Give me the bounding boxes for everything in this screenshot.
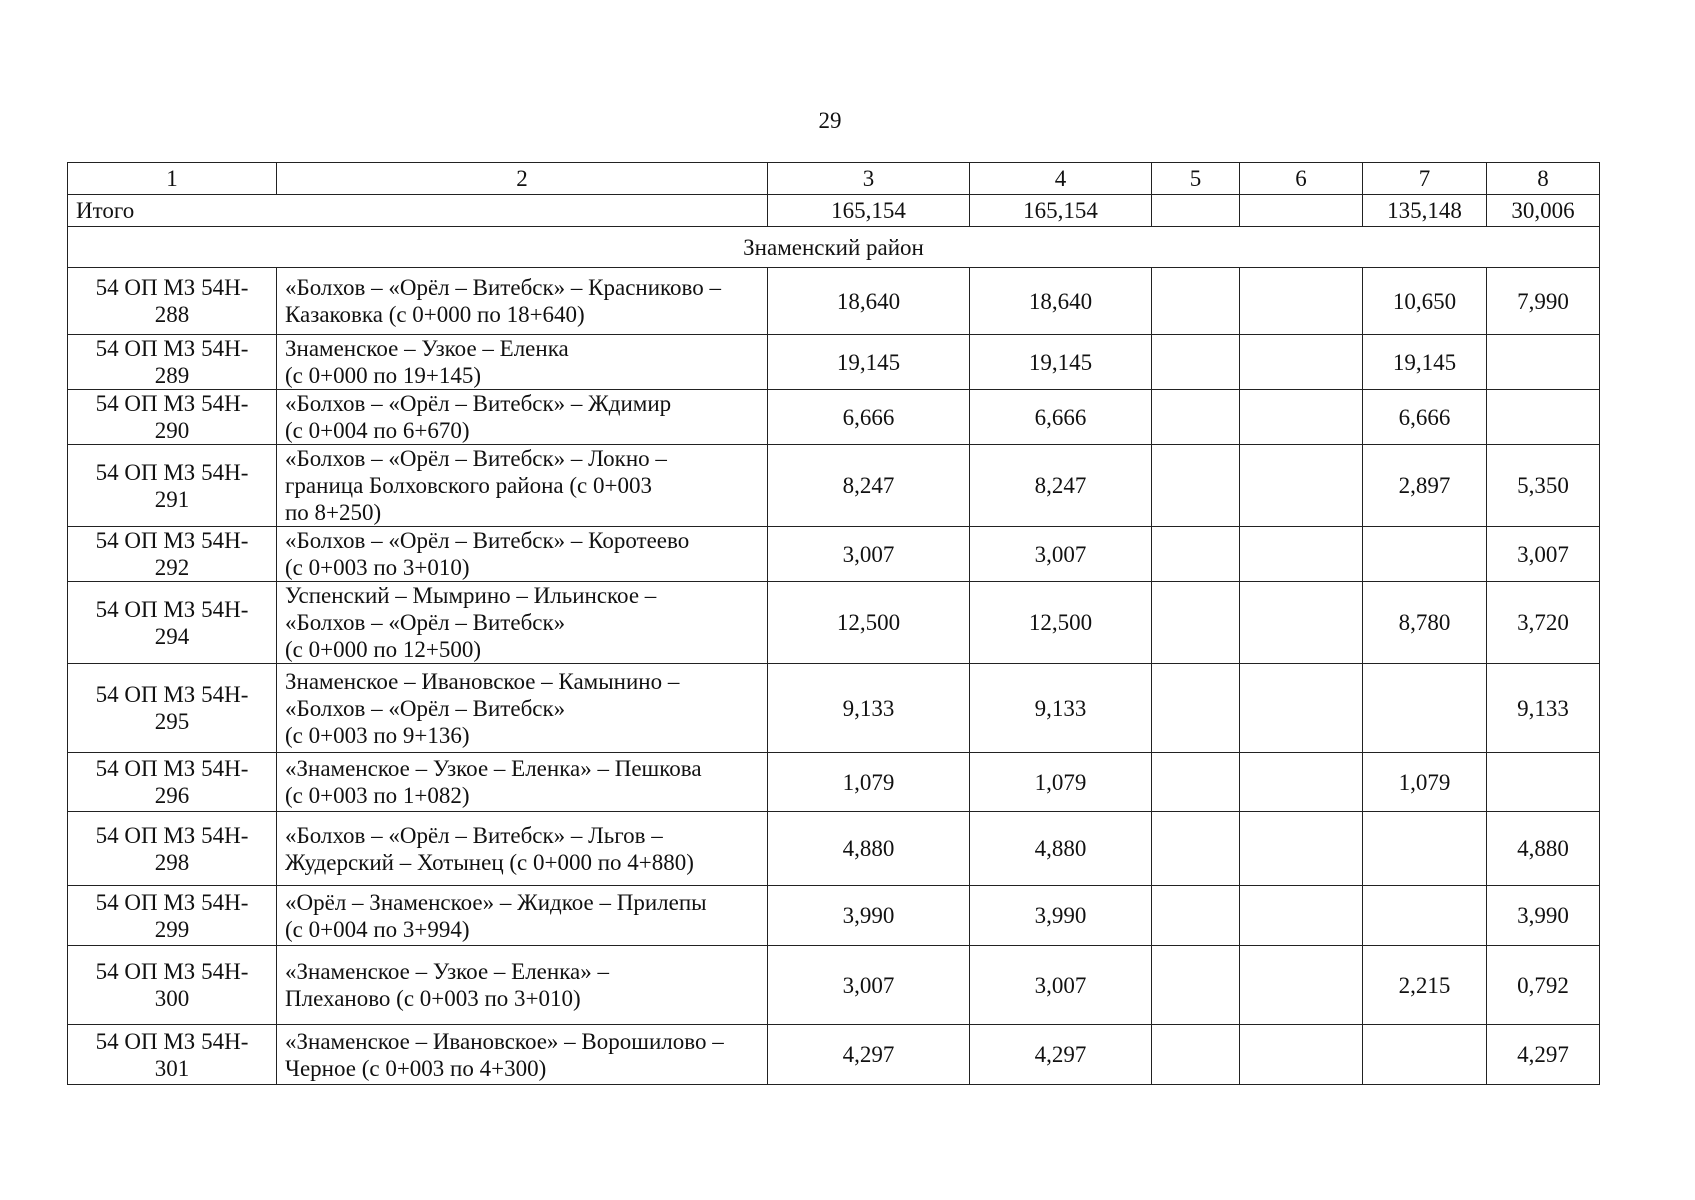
column-number-1: 1 <box>68 163 277 195</box>
value-col-6 <box>1240 268 1363 335</box>
value-col-4: 19,145 <box>970 335 1152 390</box>
table-row <box>68 445 1600 527</box>
total-col-7: 135,148 <box>1363 195 1487 227</box>
value-col-6 <box>1240 335 1363 390</box>
value-col-5 <box>1152 335 1240 390</box>
table-body <box>68 163 1600 1085</box>
value-col-7 <box>1363 812 1487 886</box>
column-number-4: 4 <box>970 163 1152 195</box>
value-col-3: 8,247 <box>768 445 970 527</box>
value-col-5 <box>1152 527 1240 582</box>
value-col-3: 1,079 <box>768 753 970 812</box>
road-code-line: 292 <box>154 555 190 580</box>
value-col-5 <box>1152 664 1240 753</box>
road-name-line: (с 0+003 по 1+082) <box>285 783 470 808</box>
road-name <box>277 268 768 335</box>
road-name-line: «Знаменское – Узкое – Еленка» – <box>285 959 609 984</box>
road-name <box>277 445 768 527</box>
road-name-line: (с 0+004 по 6+670) <box>285 418 470 443</box>
road-code-line: 54 ОП МЗ 54Н- <box>95 391 249 416</box>
road-code-line: 290 <box>154 418 190 443</box>
table-row <box>68 268 1600 335</box>
column-number-2: 2 <box>277 163 768 195</box>
road-code <box>68 946 277 1025</box>
table-row <box>68 664 1600 753</box>
road-code <box>68 812 277 886</box>
roads-table <box>67 162 1600 1085</box>
value-col-7: 8,780 <box>1363 582 1487 664</box>
value-col-6 <box>1240 527 1363 582</box>
road-code-line: 54 ОП МЗ 54Н- <box>95 822 249 848</box>
value-col-5 <box>1152 886 1240 946</box>
value-col-8: 7,990 <box>1487 268 1600 335</box>
value-col-7: 2,215 <box>1363 946 1487 1025</box>
road-name-line: «Болхов – «Орёл – Витебск» – Красниково – <box>285 275 721 300</box>
road-name-line: «Болхов – «Орёл – Витебск» – Коротеево <box>285 528 690 553</box>
value-col-8: 0,792 <box>1487 946 1600 1025</box>
value-col-4: 4,880 <box>970 812 1152 886</box>
value-col-5 <box>1152 582 1240 664</box>
road-name-line: Знаменское – Узкое – Еленка <box>285 336 569 361</box>
value-col-3: 9,133 <box>768 664 970 753</box>
value-col-7: 19,145 <box>1363 335 1487 390</box>
value-col-4: 1,079 <box>970 753 1152 812</box>
value-col-8: 9,133 <box>1487 664 1600 753</box>
column-number-7: 7 <box>1363 163 1487 195</box>
road-name-line: (с 0+000 по 19+145) <box>285 363 482 388</box>
value-col-8: 5,350 <box>1487 445 1600 527</box>
value-col-4: 6,666 <box>970 390 1152 445</box>
value-col-7 <box>1363 886 1487 946</box>
road-name <box>277 1025 768 1085</box>
road-name-line: (с 0+004 по 3+994) <box>285 916 470 942</box>
road-code-line: 301 <box>154 1055 190 1081</box>
value-col-7: 1,079 <box>1363 753 1487 812</box>
road-code-line: 294 <box>154 623 190 649</box>
road-name-line: «Болхов – «Орёл – Витебск» <box>285 610 566 635</box>
value-col-3: 3,990 <box>768 886 970 946</box>
value-col-4: 3,007 <box>970 527 1152 582</box>
value-col-6 <box>1240 886 1363 946</box>
value-col-4: 3,990 <box>970 886 1152 946</box>
value-col-4: 8,247 <box>970 445 1152 527</box>
road-name-line: «Знаменское – Ивановское» – Ворошилово – <box>285 1028 724 1054</box>
total-col-3: 165,154 <box>768 195 970 227</box>
road-name-line: «Болхов – «Орёл – Витебск» <box>285 695 566 721</box>
road-code-line: 54 ОП МЗ 54Н- <box>95 459 249 485</box>
road-name-line: (с 0+003 по 3+010) <box>285 555 470 580</box>
road-name-line: Успенский – Мымрино – Ильинское – <box>285 583 657 608</box>
page-number: 29 <box>818 108 842 133</box>
road-code <box>68 582 277 664</box>
value-col-8 <box>1487 335 1600 390</box>
road-code <box>68 1025 277 1085</box>
value-col-3: 3,007 <box>768 527 970 582</box>
road-name <box>277 886 768 946</box>
value-col-7: 10,650 <box>1363 268 1487 335</box>
road-code-line: 296 <box>154 783 190 808</box>
road-code-line: 288 <box>154 302 190 327</box>
section-title: Знаменский район <box>68 227 1600 268</box>
value-col-8: 3,007 <box>1487 527 1600 582</box>
road-name-line: «Орёл – Знаменское» – Жидкое – Прилепы <box>285 889 707 915</box>
road-name-line: «Болхов – «Орёл – Витебск» – Ждимир <box>285 391 672 416</box>
road-code-line: 54 ОП МЗ 54Н- <box>95 889 249 915</box>
road-name-line: Жудерский – Хотынец (с 0+000 по 4+880) <box>285 849 694 875</box>
road-name-line: граница Болховского района (с 0+003 <box>285 473 652 498</box>
road-code <box>68 268 277 335</box>
value-col-3: 12,500 <box>768 582 970 664</box>
column-number-row <box>68 163 1600 195</box>
value-col-8: 3,720 <box>1487 582 1600 664</box>
road-code-line: 54 ОП МЗ 54Н- <box>95 756 249 781</box>
road-name <box>277 390 768 445</box>
value-col-7: 6,666 <box>1363 390 1487 445</box>
table-row <box>68 582 1600 664</box>
road-name-line: Казаковка (с 0+000 по 18+640) <box>285 302 585 327</box>
road-code-line: 298 <box>154 849 190 875</box>
column-number-8: 8 <box>1487 163 1600 195</box>
road-code-line: 289 <box>154 363 190 388</box>
value-col-3: 4,880 <box>768 812 970 886</box>
road-name <box>277 753 768 812</box>
road-code <box>68 445 277 527</box>
road-name-line: Знаменское – Ивановское – Камынино – <box>285 668 680 694</box>
table-row <box>68 335 1600 390</box>
value-col-6 <box>1240 582 1363 664</box>
value-col-8 <box>1487 753 1600 812</box>
value-col-7 <box>1363 664 1487 753</box>
total-col-8: 30,006 <box>1487 195 1600 227</box>
value-col-6 <box>1240 946 1363 1025</box>
road-code-line: 54 ОП МЗ 54Н- <box>95 275 249 300</box>
value-col-6 <box>1240 812 1363 886</box>
value-col-5 <box>1152 390 1240 445</box>
value-col-5 <box>1152 268 1240 335</box>
total-label: Итого <box>68 195 768 227</box>
table-row <box>68 390 1600 445</box>
value-col-5 <box>1152 946 1240 1025</box>
road-name-line: (с 0+000 по 12+500) <box>285 637 482 662</box>
total-col-4: 165,154 <box>970 195 1152 227</box>
value-col-3: 19,145 <box>768 335 970 390</box>
value-col-5 <box>1152 445 1240 527</box>
value-col-8: 3,990 <box>1487 886 1600 946</box>
value-col-7 <box>1363 1025 1487 1085</box>
road-code <box>68 753 277 812</box>
value-col-5 <box>1152 753 1240 812</box>
value-col-3: 18,640 <box>768 268 970 335</box>
value-col-4: 3,007 <box>970 946 1152 1025</box>
table-row <box>68 812 1600 886</box>
section-row <box>68 227 1600 268</box>
road-name-line: (с 0+003 по 9+136) <box>285 722 470 748</box>
road-code <box>68 664 277 753</box>
value-col-7 <box>1363 527 1487 582</box>
road-name <box>277 582 768 664</box>
value-col-8 <box>1487 390 1600 445</box>
table-row <box>68 527 1600 582</box>
road-code <box>68 527 277 582</box>
road-code <box>68 886 277 946</box>
table-row <box>68 753 1600 812</box>
road-code-line: 295 <box>154 709 190 734</box>
road-name <box>277 664 768 753</box>
total-col-5 <box>1152 195 1240 227</box>
road-name-line: Плеханово (с 0+003 по 3+010) <box>285 986 581 1011</box>
value-col-8: 4,880 <box>1487 812 1600 886</box>
road-code <box>68 390 277 445</box>
column-number-5: 5 <box>1152 163 1240 195</box>
road-code-line: 54 ОП МЗ 54Н- <box>95 682 249 707</box>
road-code <box>68 335 277 390</box>
road-code-line: 54 ОП МЗ 54Н- <box>95 959 249 984</box>
value-col-6 <box>1240 445 1363 527</box>
value-col-6 <box>1240 664 1363 753</box>
road-name-line: «Болхов – «Орёл – Витебск» – Локно – <box>285 446 667 471</box>
table-row <box>68 886 1600 946</box>
value-col-4: 18,640 <box>970 268 1152 335</box>
value-col-5 <box>1152 1025 1240 1085</box>
road-name <box>277 812 768 886</box>
value-col-6 <box>1240 390 1363 445</box>
road-code-line: 299 <box>154 916 190 942</box>
value-col-4: 4,297 <box>970 1025 1152 1085</box>
column-number-6: 6 <box>1240 163 1363 195</box>
value-col-4: 12,500 <box>970 582 1152 664</box>
table-row <box>68 946 1600 1025</box>
value-col-8: 4,297 <box>1487 1025 1600 1085</box>
road-name <box>277 946 768 1025</box>
total-col-6 <box>1240 195 1363 227</box>
road-code-line: 300 <box>154 986 190 1011</box>
value-col-5 <box>1152 812 1240 886</box>
value-col-4: 9,133 <box>970 664 1152 753</box>
road-code-line: 54 ОП МЗ 54Н- <box>95 1028 249 1054</box>
road-name-line: «Знаменское – Узкое – Еленка» – Пешкова <box>285 756 702 781</box>
road-name-line: по 8+250) <box>285 500 382 525</box>
road-name-line: «Болхов – «Орёл – Витебск» – Льгов – <box>285 822 663 848</box>
value-col-3: 4,297 <box>768 1025 970 1085</box>
total-row <box>68 195 1600 227</box>
value-col-3: 3,007 <box>768 946 970 1025</box>
value-col-6 <box>1240 1025 1363 1085</box>
road-name <box>277 527 768 582</box>
road-name-line: Черное (с 0+003 по 4+300) <box>285 1055 547 1081</box>
road-code-line: 54 ОП МЗ 54Н- <box>95 596 249 622</box>
road-code-line: 54 ОП МЗ 54Н- <box>95 528 249 553</box>
road-code-line: 291 <box>154 486 190 512</box>
road-name <box>277 335 768 390</box>
value-col-3: 6,666 <box>768 390 970 445</box>
column-number-3: 3 <box>768 163 970 195</box>
value-col-6 <box>1240 753 1363 812</box>
road-code-line: 54 ОП МЗ 54Н- <box>95 336 249 361</box>
value-col-7: 2,897 <box>1363 445 1487 527</box>
table-row <box>68 1025 1600 1085</box>
